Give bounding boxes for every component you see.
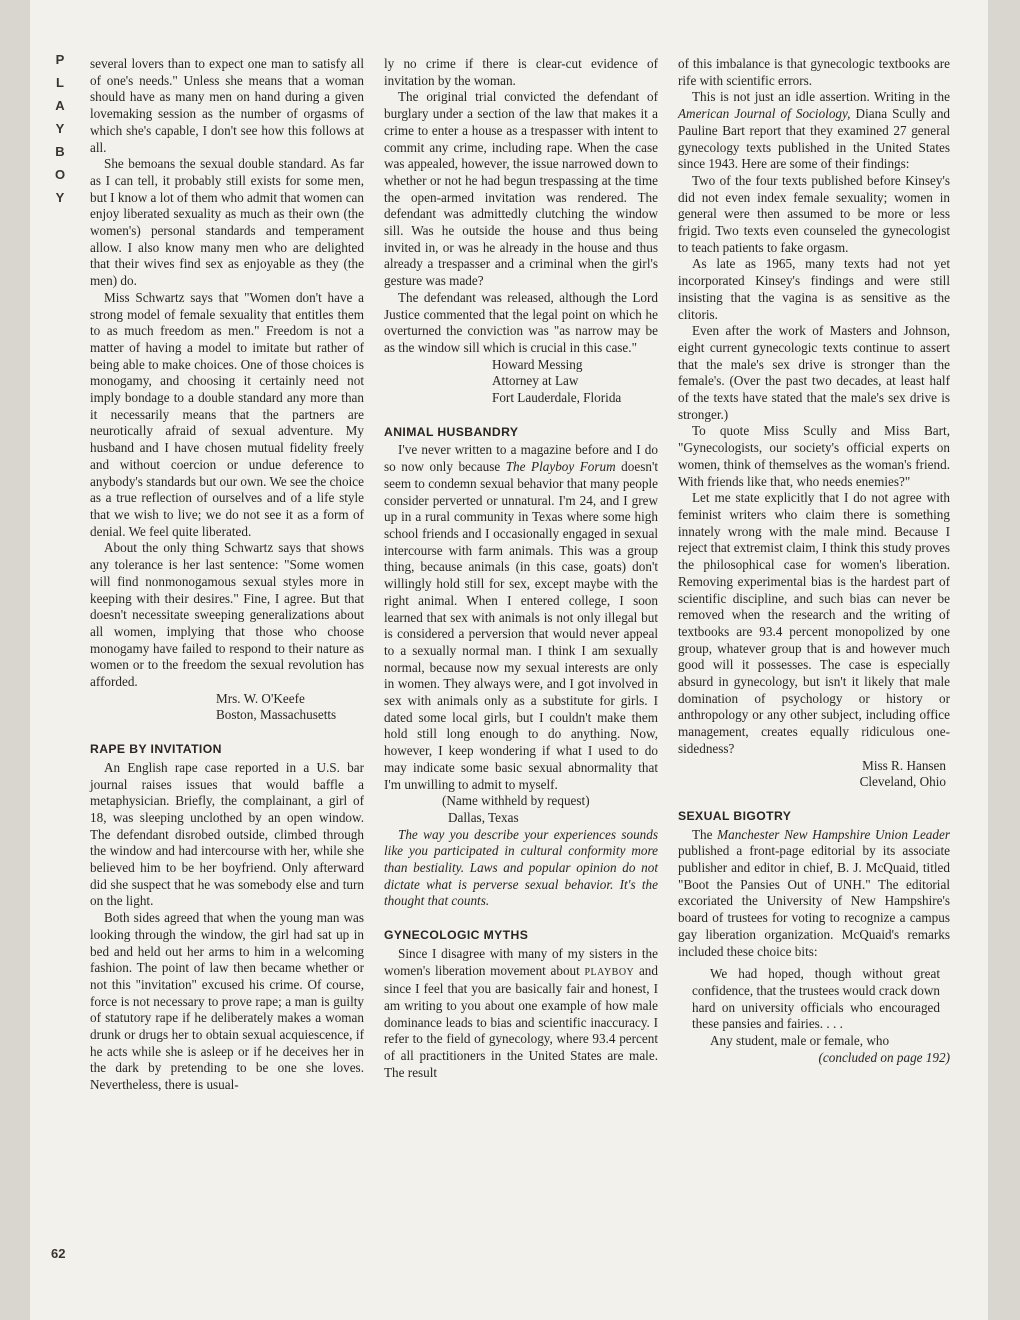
- letter-signature: [384, 357, 658, 407]
- text-run: Diana Scully and Pauline Bart report that they examined 27 general gynecology texts published in the United States since 1943. Here are some of their findings:: [678, 106, 951, 172]
- paragraph: About the only thing Schwartz says that shows any tolerance is her last sentence: "Some women will find nonmonogamous sexual styles more in keeping with their desires." Fine, I agree. But that doesn't necessitate sweeping generalizations about all women, implying that those who choose monogamy have failed to respond to their nature as women or to the freedom the sexual revolution has afforded.: [90, 540, 364, 690]
- masthead-letter: B: [55, 144, 65, 159]
- section-heading: ANIMAL HUSBANDRY: [384, 424, 519, 439]
- quote-paragraph: Any student, male or female, who: [710, 1033, 890, 1049]
- text-run: The: [692, 826, 718, 842]
- paragraph: Let me state explicitly that I do not agree with feminist writers who claim there is something innately wrong with the male mind. Because I reject that extremist claim, I think this study proves the philosophical case for women's liberation. Removing experimental bias is the hardest part of scientific discipline, and such bias can never be removed when the research and the writing of textbooks are 93.4 percent monopolized by one group, whatever group that is and however much good will it possesses. The case is especially absurd in gynecology, but isn't it likely that male domination of psychology or history or anthropology or any other subject, including office management, creates equally ridiculous one-sidedness?: [678, 490, 950, 756]
- paragraph: [678, 89, 950, 173]
- paragraph: several lovers than to expect one man to satisfy all of one's needs." Unless she means that a woman should have as many men on hand during a given lovemaking session as the number of orgasms of which she's capable, I don't see how this follows at all.: [90, 56, 364, 155]
- paragraph: [384, 442, 658, 793]
- column-1: [90, 56, 364, 1094]
- text-run: and since I feel that you are basically fair and honest, I am writing to you about one example of how male dominance leads to bias and scientific inaccuracy. I refer to the field of gynecology, where 93.4 percent of all practitioners in the United States are male. The result: [384, 962, 658, 1080]
- text-run: I've never written to a magazine before and I do so now only because: [384, 442, 658, 475]
- section-heading: SEXUAL BIGOTRY: [678, 808, 792, 823]
- signature-location: Fort Lauderdale, Florida: [492, 390, 622, 406]
- signature-name: Howard Messing: [492, 356, 583, 372]
- masthead-letter: A: [55, 98, 65, 113]
- signature-location: Cleveland, Ohio: [859, 774, 946, 790]
- paragraph: [384, 946, 658, 1082]
- continuation-note: (concluded on page 192): [818, 1049, 950, 1065]
- editor-response: The way you describe your experiences sounds like you participated in cultural conformity more than bestiality. Laws and popular opinion do not dictate what is perverse sexual behavior. It's the thought that counts.: [384, 826, 658, 909]
- text-run: This is not just an idle assertion. Writing in the: [692, 89, 950, 105]
- newspaper-title-italic: Manchester New Hampshire Union Leader: [717, 826, 950, 842]
- masthead-vertical: [50, 48, 70, 209]
- column-2: [384, 56, 658, 1081]
- text-run: Since I disagree with many of my sisters in the women's liberation movement about: [384, 945, 658, 978]
- masthead-letter: Y: [55, 190, 65, 205]
- text-run: doesn't seem to condemn sexual behavior that many people consider perverted or unnatural. I'm 24, and I grew up in a rural community in Texas where some high school friends and I occasionally engaged in sexual intercourse with farm animals. This was a group thing, because animals (in this case, goats) don't willingly hold still for sex, except maybe with the right animal. When I entered college, I soon learned that sex with animals is not only illegal but is considered a perversion that would never appeal to a sexually normal man. I think I am sexually normal, because now my sexual interests are only in women. They always were, and I got involved in sex with animals only as a substitute for girls. I dated some local girls, but I couldn't make them hold still long enough to do anything. Now, however, I keep wondering if what I used to do may indicate some basic sexual abnormality that I'm unwilling to admit to myself.: [384, 459, 658, 792]
- masthead-letter: P: [55, 52, 65, 67]
- paragraph: The defendant was released, although the Lord Justice commented that the legal point on which he overturned the conviction was "as narrow may be as the window sill which is crucial in this case.": [384, 289, 658, 355]
- journal-title-italic: American Journal of Sociology,: [678, 106, 851, 122]
- paragraph: She bemoans the sexual double standard. As far as I can tell, it probably still exists for some men, but I know a lot of them who admit that women can enjoy liberated sexuality as much as their own (the women's) personal standards and temperament allow. I also know many men who are delighted that their wives find sex as enjoyable as they (the men) do.: [90, 156, 364, 289]
- quote-paragraph: We had hoped, though without great confidence, that the trustees would crack down hard on university officials who encouraged these pansies and fairies. . . .: [692, 966, 940, 1032]
- masthead-letter: O: [54, 167, 66, 182]
- paragraph: As late as 1965, many texts had not yet incorporated Kinsey's findings and were still insisting that the vagina is as sensitive as the clitoris.: [678, 256, 950, 322]
- paragraph: The original trial convicted the defendant of burglary under a section of the law that makes it a crime to enter a house as a trespasser with intent to commit any crime, including rape. When the case was appealed, however, the issue narrowed down to whether or not he had begun trespassing at the time the open-armed invitation was rendered. The defendant was admittedly clutching the window sill. Was he outside the house and thus being invited in, or was he already in the house and thus already a trespasser and a criminal when the girl's gesture was made?: [384, 89, 658, 289]
- paragraph: of this imbalance is that gynecologic textbooks are rife with scientific errors.: [678, 56, 950, 88]
- text-run: published a front-page editorial by its associate publisher and editor in chief, B. J. McQuaid, titled "Boot the Pansies Out of UNH." The editorial excoriated the University of New Hampshire's board of trustees for voting to recognize a campus gay liberation organization. McQuaid's remarks included these choice bits:: [678, 843, 950, 959]
- signature-location: Boston, Massachusetts: [216, 707, 337, 723]
- signature-title: Attorney at Law: [492, 373, 579, 389]
- page-number: 62: [51, 1246, 66, 1261]
- paragraph: An English rape case reported in a U.S. bar journal raises issues that would baffle a metaphysician. Briefly, the complainant, a girl of 18, was sleeping unclothed by an open window. The defendant disrobed outside, climbed through the window and had intercourse with her, while she believed him to be her boyfriend. Only afterward did she suspect that he was somebody else and turn on the light.: [90, 759, 364, 909]
- signature-name: (Name withheld by request): [442, 793, 590, 809]
- section-heading: RAPE BY INVITATION: [90, 742, 222, 757]
- signature-name: Mrs. W. O'Keefe: [216, 690, 305, 706]
- paragraph: Even after the work of Masters and Johnson, eight current gynecologic texts continue to assert that the male's sex drive is stronger than the female's. (Over the past two decades, at least half of the texts have stated that the male's sex drive is stronger.): [678, 323, 950, 422]
- letter-signature: [384, 793, 658, 826]
- masthead-letter: L: [56, 75, 64, 90]
- signature-location: Dallas, Texas: [448, 809, 519, 825]
- section-heading: GYNECOLOGIC MYTHS: [384, 928, 529, 943]
- column-3: [678, 56, 950, 1066]
- block-quote: [678, 966, 950, 1050]
- paragraph: Two of the four texts published before Kinsey's did not even index female sexuality; women in general were then assumed to be more or less frigid. Two texts even counseled the gynecologist to teach patients to fake orgasm.: [678, 172, 950, 255]
- magazine-title-italic: The Playboy Forum: [505, 459, 616, 475]
- masthead-letter: Y: [55, 121, 65, 136]
- paragraph: [678, 827, 950, 961]
- paragraph: ly no crime if there is clear-cut evidence of invitation by the woman.: [384, 56, 658, 88]
- paragraph: Miss Schwartz says that "Women don't have a strong model of female sexuality that entitles them to as much freedom as men." Freedom is not a matter of having a model to imitate but rather of being able to make choices. One of those choices is monogamy, and choosing it certainly need not imply bondage to a double standard any more than it necessarily means that the partners are neurotically afraid of sexual adventure. My husband and I have chosen mutual fidelity freely and without coercion or undue deference to anybody's standards but our own. We see the choice as a true reflection of ourselves and of a life style that we wish to live; we do not see it as a form of denial. We feel quite liberated.: [90, 289, 364, 539]
- letter-signature: [678, 758, 950, 791]
- paragraph: To quote Miss Scully and Miss Bart, "Gynecologists, our society's official experts on women, think of themselves as the woman's friend. With friends like that, who needs enemies?": [678, 423, 950, 489]
- playboy-smallcaps: PLAYBOY: [584, 966, 635, 978]
- signature-name: Miss R. Hansen: [862, 757, 946, 773]
- letter-signature: [90, 691, 364, 724]
- paragraph: Both sides agreed that when the young man was looking through the window, the girl had sat up in bed and held out her arms to him in a welcoming fashion. The point of law then became whether or not this "invitation" excused his crime. Of course, force is not necessary to prove rape; a man is guilty of statutory rape if he deliberately makes a woman drunk or drugs her to obtain sexual acquiescence, if he acts while she is asleep or if he deceives her in the dark by pretending to be one she loves. Nevertheless, there is usual-: [90, 910, 364, 1093]
